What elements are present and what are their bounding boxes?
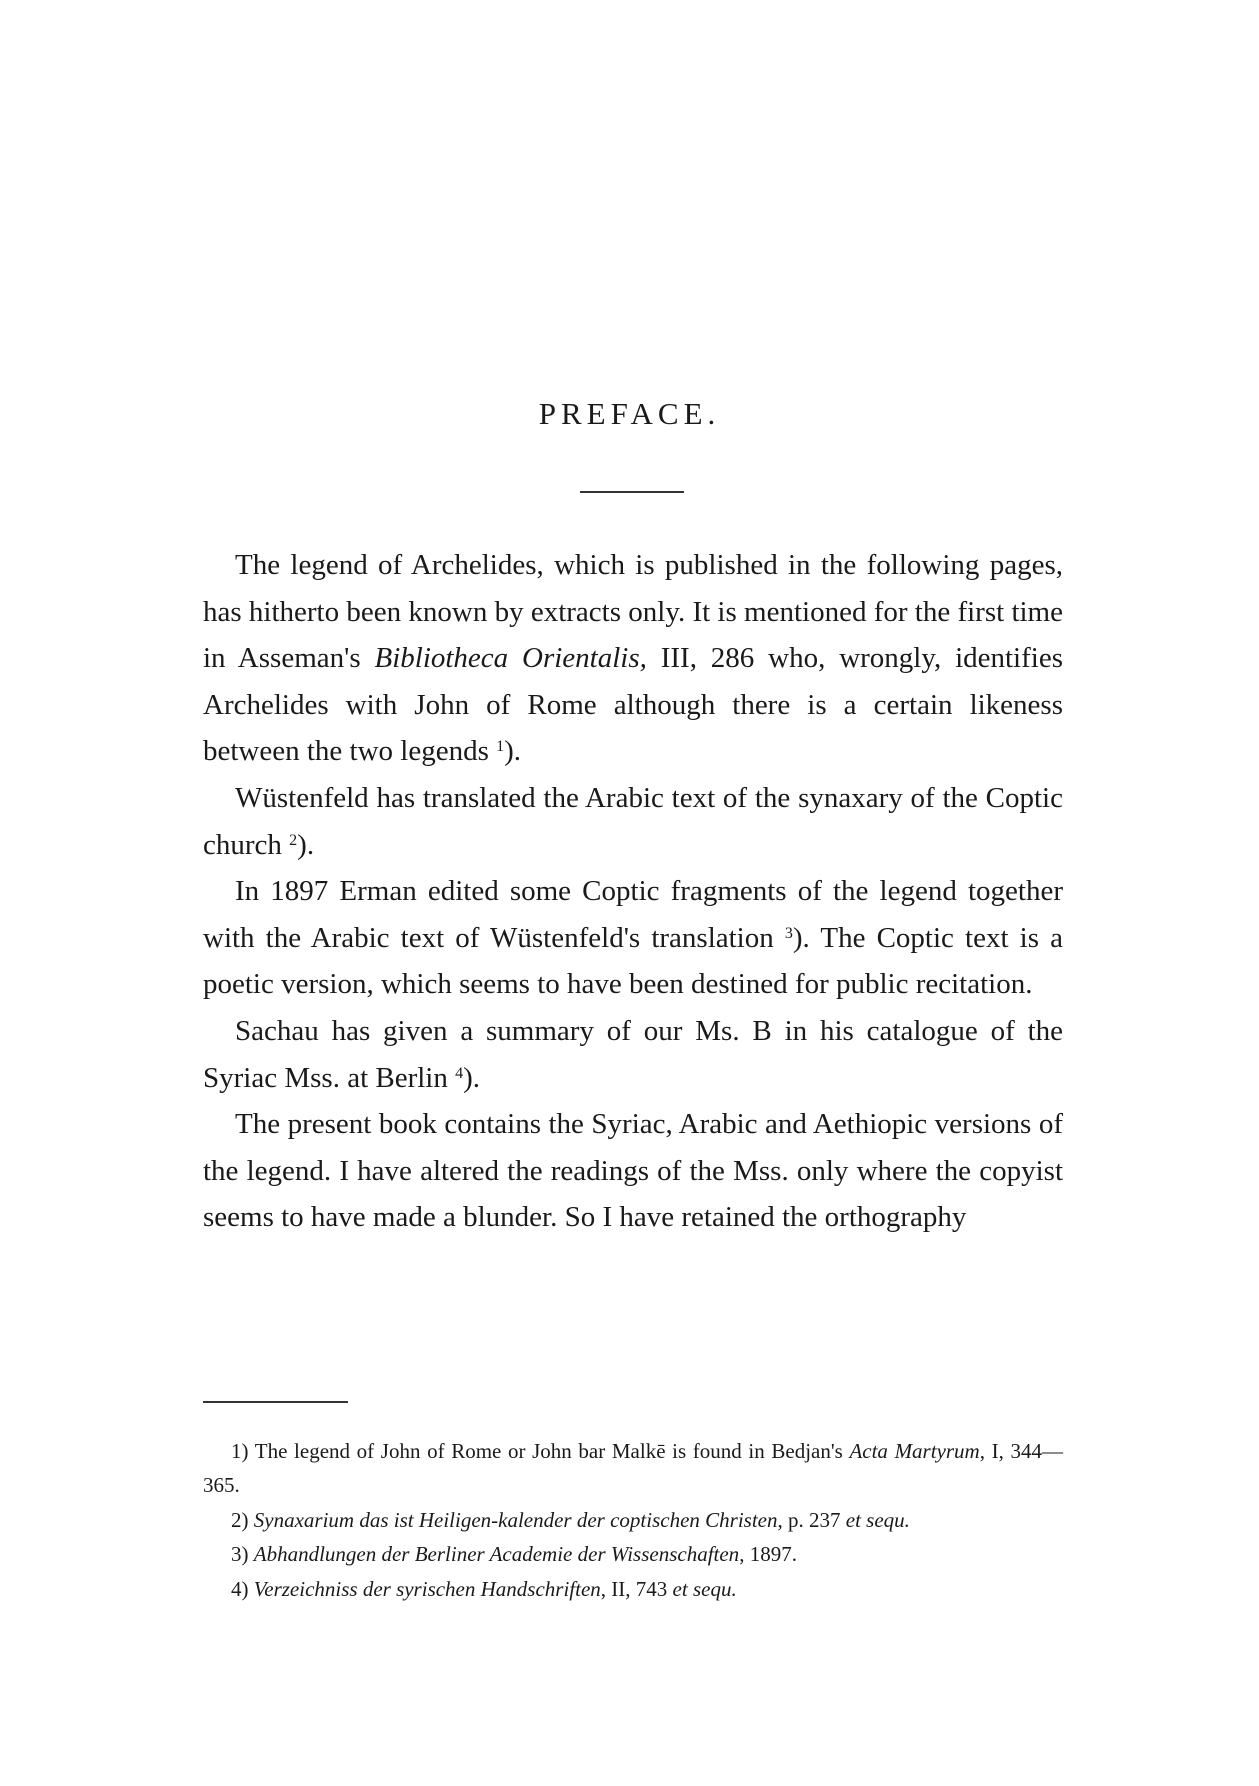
paragraph-3: In 1897 Erman edited some Coptic fragments of the legend together with the Arabic text of Wüstenfeld's translation $^3$). The Coptic text is a poetic version, which seems to have been destined for public recitation. xyxy=(203,875,1063,1001)
footnote-4: 4) Verzeichniss der syrischen Handschriften, II, 743 et sequ. xyxy=(231,1576,737,1601)
preface-body xyxy=(203,542,1063,1241)
footnote-ref: 3 xyxy=(784,924,793,942)
footnotes xyxy=(203,1434,1063,1606)
footnote-ref: 4 xyxy=(455,1064,464,1082)
footnote-1: 1) The legend of John of Rome or John bar Malkē is found in Bedjan's Acta Martyrum, I, 344—365. xyxy=(203,1439,1063,1498)
paragraph-5: The present book contains the Syriac, Arabic and Aethiopic versions of the legend. I have altered the readings of the Mss. only where the copyist seems to have made a blunder. So I have retained the orthography xyxy=(203,1108,1063,1234)
footnote-3: 3) Abhandlungen der Berliner Academie der Wissenschaften, 1897. xyxy=(231,1542,797,1567)
title-divider xyxy=(580,491,684,493)
footnote-divider xyxy=(203,1401,348,1403)
footnote-2: 2) Synaxarium das ist Heiligen-kalender der coptischen Christen, p. 237 et sequ. xyxy=(231,1507,910,1532)
paragraph-4: Sachau has given a summary of our Ms. B in his catalogue of the Syriac Mss. at Berlin $^4$). xyxy=(203,1014,1063,1094)
footnote-ref: 1 xyxy=(496,738,505,756)
footnote-ref: 2 xyxy=(289,831,298,849)
paragraph-2: Wüstenfeld has translated the Arabic text of the synaxary of the Coptic church $^2$). xyxy=(203,781,1063,861)
paragraph-1: The legend of Archelides, which is published in the following pages, has hitherto been known by extracts only. It is mentioned for the first time in Asseman's Bibliotheca Orientalis, III, 286 who, wrongly, identifies Archelides with John of Rome although there is a certain likeness between the two legends $^1$). xyxy=(203,549,1063,768)
page-title: PREFACE. xyxy=(538,396,721,431)
